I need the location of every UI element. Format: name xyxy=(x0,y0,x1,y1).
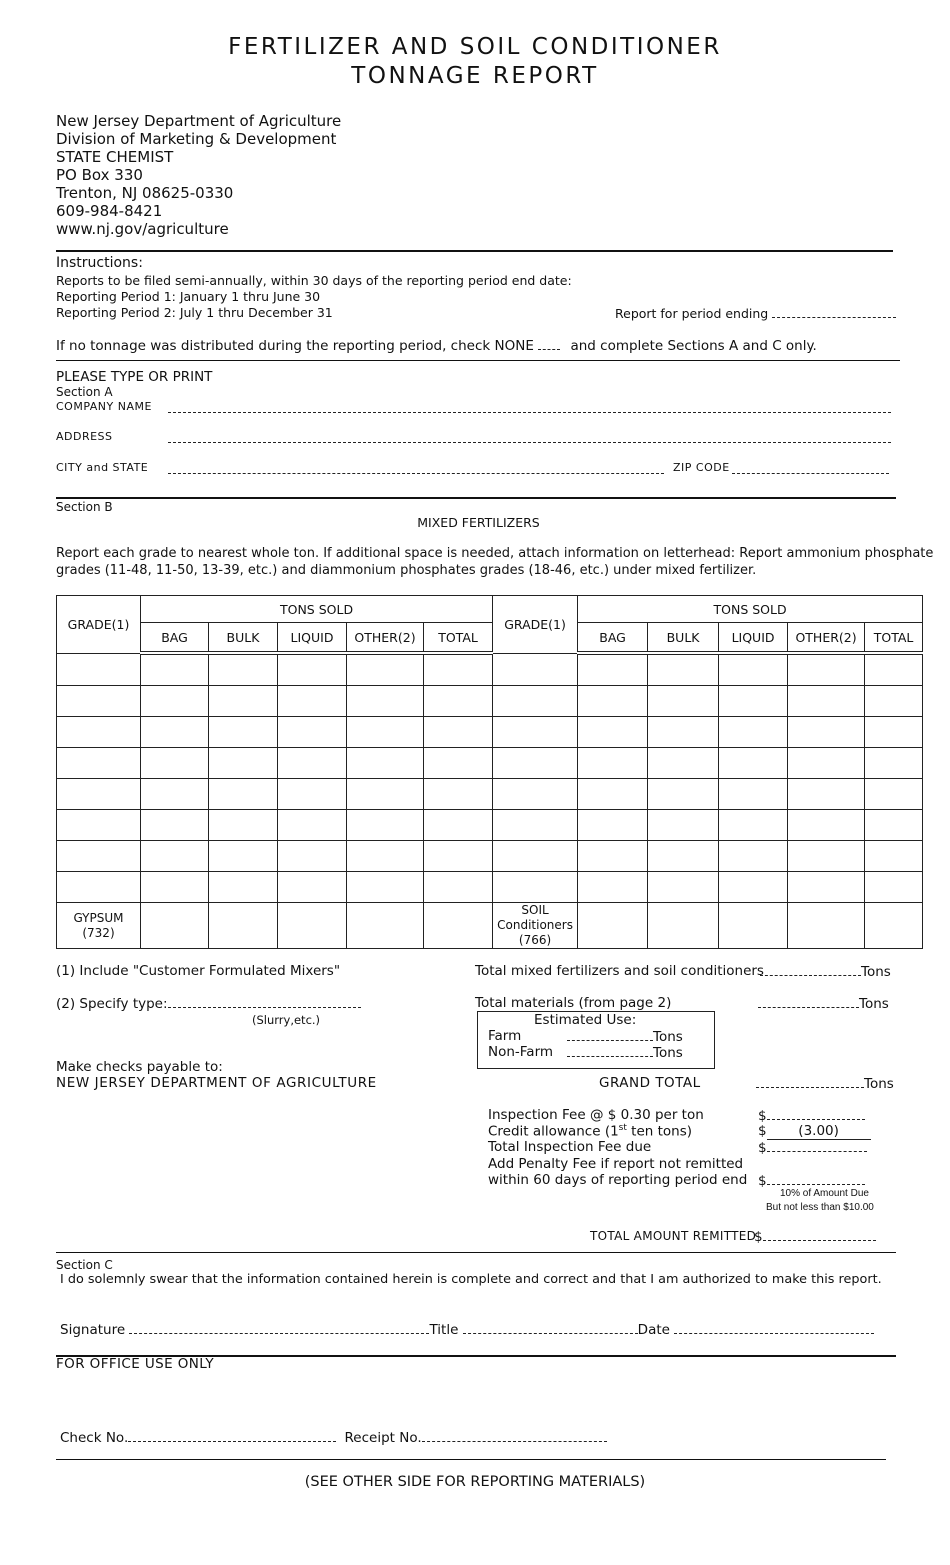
tons-input-cell[interactable] xyxy=(141,810,209,841)
grade-input-cell[interactable] xyxy=(493,748,578,779)
tons-input-cell[interactable] xyxy=(719,653,788,686)
tons-unit: Tons xyxy=(864,1076,894,1092)
mixed-fertilizers-heading: MIXED FERTILIZERS xyxy=(417,515,540,530)
tons-input-cell[interactable] xyxy=(424,872,493,903)
tons-input-cell[interactable] xyxy=(578,779,648,810)
tons-input-cell[interactable] xyxy=(278,653,347,686)
table-cell[interactable] xyxy=(209,903,278,949)
tons-input-cell[interactable] xyxy=(865,779,923,810)
tons-sold-header-left: TONS SOLD xyxy=(141,596,493,623)
tons-input-cell[interactable] xyxy=(865,717,923,748)
tons-input-cell[interactable] xyxy=(578,841,648,872)
phone: 609-984-8421 xyxy=(56,202,163,220)
total-materials-input[interactable] xyxy=(758,995,859,1008)
tons-input-cell[interactable] xyxy=(578,686,648,717)
city-state-label: CITY and STATE xyxy=(56,461,149,474)
tons-input-cell[interactable] xyxy=(788,686,865,717)
grade-input-cell[interactable] xyxy=(493,779,578,810)
tons-input-cell[interactable] xyxy=(648,872,719,903)
total-fee-label: Total Inspection Fee due xyxy=(488,1139,652,1155)
tons-input-cell[interactable] xyxy=(209,686,278,717)
reporting-period-1: Reporting Period 1: January 1 thru June 30 xyxy=(56,289,321,304)
dollar-sign: $ xyxy=(754,1229,763,1245)
tons-input-cell[interactable] xyxy=(209,810,278,841)
tons-input-cell[interactable] xyxy=(648,717,719,748)
tons-input-cell[interactable] xyxy=(788,841,865,872)
dollar-sign: $ xyxy=(758,1108,767,1124)
penalty-label-2: within 60 days of reporting period end xyxy=(488,1172,748,1188)
credit-allowance-label xyxy=(488,1123,692,1140)
tons-input-cell[interactable] xyxy=(347,779,424,810)
oath-text: I do solemnly swear that the information contained herein is complete and correct and that I am authorized to make this report. xyxy=(60,1272,882,1287)
tons-input-cell[interactable] xyxy=(347,717,424,748)
table-row xyxy=(57,872,923,903)
divider xyxy=(56,360,900,361)
period-ending-blank[interactable] xyxy=(772,305,896,318)
soil-label: SOIL xyxy=(521,903,549,917)
tons-input-cell[interactable] xyxy=(209,841,278,872)
office-use-heading: FOR OFFICE USE ONLY xyxy=(56,1356,215,1372)
estimated-use-box xyxy=(477,1011,715,1069)
table-row xyxy=(57,748,923,779)
table-row xyxy=(57,717,923,748)
grade-input-cell[interactable] xyxy=(493,653,578,686)
tons-input-cell[interactable] xyxy=(578,872,648,903)
specify-type-input[interactable] xyxy=(168,995,361,1008)
estimated-use-heading: Estimated Use: xyxy=(534,1012,637,1028)
tons-input-cell[interactable] xyxy=(209,872,278,903)
divider xyxy=(56,497,896,499)
grand-total-label: GRAND TOTAL xyxy=(599,1075,701,1091)
farm-field[interactable] xyxy=(567,1028,683,1045)
col-liquid: LIQUID xyxy=(278,623,347,654)
tons-unit: Tons xyxy=(653,1029,683,1045)
credit-field xyxy=(758,1123,871,1140)
section-b-label: Section B xyxy=(56,500,113,514)
table-cell[interactable] xyxy=(788,903,865,949)
table-cell[interactable] xyxy=(719,903,788,949)
col-bag: BAG xyxy=(141,623,209,654)
tons-input-cell[interactable] xyxy=(347,810,424,841)
address-input[interactable] xyxy=(168,430,891,443)
tons-input-cell[interactable] xyxy=(648,653,719,686)
table-row xyxy=(57,686,923,717)
tons-sold-header-right: TONS SOLD xyxy=(578,596,923,623)
tons-input-cell[interactable] xyxy=(865,686,923,717)
slurry-note: (Slurry,etc.) xyxy=(252,1013,321,1027)
dept-name: New Jersey Department of Agriculture xyxy=(56,112,342,130)
tons-input-cell[interactable] xyxy=(578,810,648,841)
tons-input-cell[interactable] xyxy=(278,717,347,748)
signature-label: Signature xyxy=(60,1322,126,1338)
office-name: STATE CHEMIST xyxy=(56,148,174,166)
inspection-fee-input[interactable] xyxy=(767,1107,865,1120)
tons-input-cell[interactable] xyxy=(788,653,865,686)
soil-label-2: Conditioners xyxy=(497,918,573,932)
col-total: TOTAL xyxy=(865,623,923,654)
gypsum-code: (732) xyxy=(82,925,115,940)
tons-input-cell[interactable] xyxy=(788,748,865,779)
date-label: Date xyxy=(637,1322,670,1338)
penalty-note-2: But not less than $10.00 xyxy=(766,1202,874,1213)
none-text-b: and complete Sections A and C only. xyxy=(570,338,817,354)
tons-input-cell[interactable] xyxy=(578,653,648,686)
tons-input-cell[interactable] xyxy=(141,653,209,686)
credit-allowance-b: ten tons) xyxy=(626,1123,693,1140)
penalty-input[interactable] xyxy=(767,1172,865,1185)
tons-input-cell[interactable] xyxy=(788,810,865,841)
table-row xyxy=(57,810,923,841)
grade-input-cell[interactable] xyxy=(57,841,141,872)
signature-row xyxy=(60,1321,874,1338)
grade-input-cell[interactable] xyxy=(57,872,141,903)
credit-allowance-a: Credit allowance (1 xyxy=(488,1123,619,1140)
nonfarm-input[interactable] xyxy=(567,1044,653,1057)
divider xyxy=(56,1459,886,1460)
tons-input-cell[interactable] xyxy=(424,841,493,872)
none-checkbox[interactable] xyxy=(538,337,560,350)
website: www.nj.gov/agriculture xyxy=(56,220,229,238)
period-ending-field[interactable] xyxy=(615,305,896,321)
tons-input-cell[interactable] xyxy=(424,653,493,686)
tons-input-cell[interactable] xyxy=(578,717,648,748)
grade-input-cell[interactable] xyxy=(493,872,578,903)
total-remitted-field[interactable] xyxy=(754,1228,876,1245)
total-remitted-label: TOTAL AMOUNT REMITTED xyxy=(590,1229,757,1243)
col-other: OTHER(2) xyxy=(788,623,865,654)
signature-input[interactable] xyxy=(129,1321,429,1334)
tons-input-cell[interactable] xyxy=(648,748,719,779)
col-other: OTHER(2) xyxy=(347,623,424,654)
company-name-input[interactable] xyxy=(168,400,891,413)
tons-input-cell[interactable] xyxy=(141,686,209,717)
tons-input-cell[interactable] xyxy=(719,779,788,810)
table-cell[interactable] xyxy=(648,903,719,949)
office-row xyxy=(60,1429,607,1446)
tons-input-cell[interactable] xyxy=(347,872,424,903)
tons-input-cell[interactable] xyxy=(648,779,719,810)
title-input[interactable] xyxy=(463,1321,638,1334)
footer-note: (SEE OTHER SIDE FOR REPORTING MATERIALS) xyxy=(304,1474,646,1490)
table-cell[interactable] xyxy=(865,903,923,949)
total-mixed-label: Total mixed fertilizers and soil conditioners xyxy=(475,963,764,979)
tons-input-cell[interactable] xyxy=(209,717,278,748)
tons-input-cell[interactable] xyxy=(209,653,278,686)
payee-name: NEW JERSEY DEPARTMENT OF AGRICULTURE xyxy=(56,1075,377,1091)
grand-total-input[interactable] xyxy=(756,1075,864,1088)
section-b-note-1: Report each grade to nearest whole ton. If additional space is needed, attach information on letterhead: Report ammonium phosphate xyxy=(56,546,934,561)
farm-label: Farm xyxy=(488,1028,522,1044)
address-label: ADDRESS xyxy=(56,430,113,443)
divider xyxy=(56,250,893,252)
grade-input-cell[interactable] xyxy=(57,810,141,841)
tons-input-cell[interactable] xyxy=(788,717,865,748)
gypsum-cell xyxy=(57,903,141,949)
tons-input-cell[interactable] xyxy=(141,841,209,872)
tons-input-cell[interactable] xyxy=(865,841,923,872)
tons-input-cell[interactable] xyxy=(347,686,424,717)
reporting-period-2: Reporting Period 2: July 1 thru December 31 xyxy=(56,305,333,320)
total-mixed-field[interactable] xyxy=(760,963,891,980)
footnote-2: (2) Specify type: xyxy=(56,996,168,1012)
tons-input-cell[interactable] xyxy=(424,779,493,810)
grand-total-field[interactable] xyxy=(756,1075,894,1092)
tons-input-cell[interactable] xyxy=(278,748,347,779)
penalty-field[interactable] xyxy=(758,1172,865,1189)
penalty-label-1: Add Penalty Fee if report not remitted xyxy=(488,1156,744,1172)
tons-input-cell[interactable] xyxy=(141,717,209,748)
inspection-fee-label: Inspection Fee @ $ 0.30 per ton xyxy=(488,1107,704,1123)
tons-input-cell[interactable] xyxy=(278,872,347,903)
table-cell[interactable] xyxy=(347,903,424,949)
grade-input-cell[interactable] xyxy=(493,686,578,717)
table-cell[interactable] xyxy=(578,903,648,949)
soil-code: (766) xyxy=(518,933,552,947)
penalty-note-1: 10% of Amount Due xyxy=(780,1188,869,1199)
grade-input-cell[interactable] xyxy=(493,717,578,748)
po-box: PO Box 330 xyxy=(56,166,143,184)
grade-input-cell[interactable] xyxy=(493,810,578,841)
grade-header-left: GRADE(1) xyxy=(57,596,141,654)
city-zip: Trenton, NJ 08625-0330 xyxy=(56,184,234,202)
table-row xyxy=(57,841,923,872)
tons-input-cell[interactable] xyxy=(865,748,923,779)
tons-input-cell[interactable] xyxy=(719,841,788,872)
tons-input-cell[interactable] xyxy=(141,748,209,779)
grade-input-cell[interactable] xyxy=(57,653,141,686)
tons-input-cell[interactable] xyxy=(278,779,347,810)
none-text-a: If no tonnage was distributed during the reporting period, check NONE xyxy=(56,338,534,354)
grade-input-cell[interactable] xyxy=(57,686,141,717)
grade-input-cell[interactable] xyxy=(493,841,578,872)
tons-input-cell[interactable] xyxy=(788,779,865,810)
grade-input-cell[interactable] xyxy=(57,779,141,810)
footnote-2-line xyxy=(56,995,361,1012)
grade-input-cell[interactable] xyxy=(57,717,141,748)
section-b-note-2: grades (11-48, 11-50, 13-39, etc.) and diammonium phosphates grades (18-46, etc.) under mixed fertilizer. xyxy=(56,563,757,578)
col-bulk: BULK xyxy=(209,623,278,654)
division-name: Division of Marketing & Development xyxy=(56,130,337,148)
table-cell[interactable] xyxy=(141,903,209,949)
tons-input-cell[interactable] xyxy=(347,653,424,686)
tons-input-cell[interactable] xyxy=(347,841,424,872)
inspection-fee-field[interactable] xyxy=(758,1107,865,1124)
tons-input-cell[interactable] xyxy=(424,686,493,717)
please-type-print: PLEASE TYPE OR PRINT xyxy=(56,369,213,385)
title-label: Title xyxy=(429,1322,459,1338)
tons-input-cell[interactable] xyxy=(347,748,424,779)
grade-header-right: GRADE(1) xyxy=(493,596,578,654)
col-liquid: LIQUID xyxy=(719,623,788,654)
table-row xyxy=(57,779,923,810)
tons-input-cell[interactable] xyxy=(424,748,493,779)
receipt-no-input[interactable] xyxy=(422,1429,607,1442)
soil-conditioners-cell xyxy=(493,903,578,949)
gypsum-label: GYPSUM xyxy=(73,910,124,925)
tons-unit: Tons xyxy=(653,1045,683,1061)
zip-code-label: ZIP CODE xyxy=(673,461,730,474)
tons-input-cell[interactable] xyxy=(719,717,788,748)
instructions-heading: Instructions: xyxy=(56,255,143,271)
tons-input-cell[interactable] xyxy=(788,872,865,903)
table-cell[interactable] xyxy=(278,903,347,949)
tons-input-cell[interactable] xyxy=(865,872,923,903)
total-fee-input[interactable] xyxy=(767,1139,867,1152)
tons-input-cell[interactable] xyxy=(719,686,788,717)
total-remitted-input[interactable] xyxy=(763,1228,876,1241)
col-total: TOTAL xyxy=(424,623,493,654)
tons-input-cell[interactable] xyxy=(578,748,648,779)
check-no-label: Check No. xyxy=(60,1430,129,1446)
dollar-sign: $ xyxy=(758,1123,767,1139)
section-a-label: Section A xyxy=(56,385,113,399)
period-ending-label: Report for period ending xyxy=(615,306,769,321)
tons-input-cell[interactable] xyxy=(209,779,278,810)
credit-allowance-sup: st xyxy=(618,1123,627,1133)
section-c-label: Section C xyxy=(56,1258,113,1272)
tons-input-cell[interactable] xyxy=(278,810,347,841)
tonnage-table xyxy=(56,595,923,949)
tons-input-cell[interactable] xyxy=(209,748,278,779)
tons-input-cell[interactable] xyxy=(141,779,209,810)
dollar-sign: $ xyxy=(758,1140,767,1156)
checks-payable-label: Make checks payable to: xyxy=(56,1059,223,1075)
tons-input-cell[interactable] xyxy=(648,686,719,717)
tons-input-cell[interactable] xyxy=(719,810,788,841)
nonfarm-label: Non-Farm xyxy=(488,1044,554,1060)
divider xyxy=(56,1252,896,1253)
col-bag: BAG xyxy=(578,623,648,654)
farm-input[interactable] xyxy=(567,1028,653,1041)
nonfarm-field[interactable] xyxy=(567,1044,683,1061)
credit-value: (3.00) xyxy=(767,1123,871,1140)
dollar-sign: $ xyxy=(758,1173,767,1189)
tons-input-cell[interactable] xyxy=(278,841,347,872)
tons-input-cell[interactable] xyxy=(865,810,923,841)
none-line xyxy=(56,337,817,354)
instructions-line1: Reports to be filed semi-annually, within 30 days of the reporting period end date: xyxy=(56,273,572,288)
zip-code-input[interactable] xyxy=(732,461,889,474)
grade-input-cell[interactable] xyxy=(57,748,141,779)
total-materials-field[interactable] xyxy=(758,995,889,1012)
tons-unit: Tons xyxy=(861,964,891,980)
tons-input-cell[interactable] xyxy=(648,810,719,841)
tons-input-cell[interactable] xyxy=(719,872,788,903)
receipt-no-label: Receipt No. xyxy=(344,1430,422,1446)
tons-input-cell[interactable] xyxy=(141,872,209,903)
tons-unit: Tons xyxy=(859,996,889,1012)
form-title-line2: TONNAGE REPORT xyxy=(351,63,599,89)
table-cell[interactable] xyxy=(424,903,493,949)
tons-input-cell[interactable] xyxy=(648,841,719,872)
tons-input-cell[interactable] xyxy=(865,653,923,686)
tons-input-cell[interactable] xyxy=(719,748,788,779)
col-bulk: BULK xyxy=(648,623,719,654)
footnote-1: (1) Include "Customer Formulated Mixers" xyxy=(56,963,341,979)
total-materials-label: Total materials (from page 2) xyxy=(475,995,672,1011)
tons-input-cell[interactable] xyxy=(424,717,493,748)
total-mixed-input[interactable] xyxy=(760,963,861,976)
form-title-line1: FERTILIZER AND SOIL CONDITIONER xyxy=(228,34,722,60)
tons-input-cell[interactable] xyxy=(424,810,493,841)
company-name-label: COMPANY NAME xyxy=(56,400,152,413)
table-row xyxy=(57,653,923,686)
date-input[interactable] xyxy=(674,1321,874,1334)
tons-input-cell[interactable] xyxy=(278,686,347,717)
check-no-input[interactable] xyxy=(128,1429,336,1442)
city-state-input[interactable] xyxy=(168,461,664,474)
total-fee-field[interactable] xyxy=(758,1139,867,1156)
